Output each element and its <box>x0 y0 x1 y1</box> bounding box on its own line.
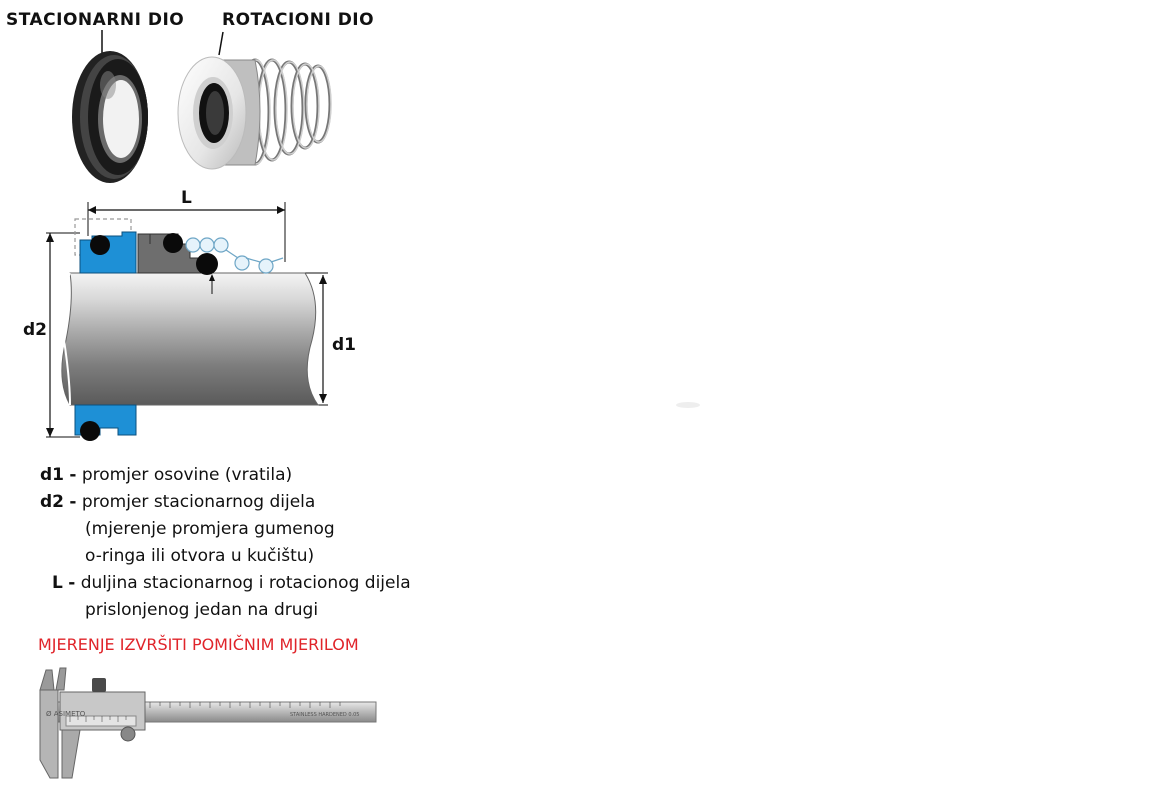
caliper-scale-text: STAINLESS HARDENED 0.05 <box>290 712 360 718</box>
rotary-leader-line <box>219 32 223 55</box>
legend-desc-L: duljina stacionarnog i rotacionog dijela <box>80 573 411 593</box>
legend-desc-L-line2: prislonjenog jedan na drugi <box>85 600 319 620</box>
legend-key-d1: d1 <box>40 465 64 485</box>
dimension-legend <box>40 462 411 624</box>
legend-key-d2: d2 <box>40 492 64 512</box>
shaft-drawing <box>62 273 318 405</box>
legend-desc-d2: promjer stacionarnog dijela <box>81 492 316 512</box>
stationary-ring-image <box>72 51 148 183</box>
stationary-seat-section-bottom <box>75 405 136 441</box>
legend-row-d2: d2 - promjer stacionarnog dijela <box>40 492 316 512</box>
caliper-brand-text: Ø ASIMETO <box>46 710 86 718</box>
dimension-d2-label: d2 <box>23 320 47 340</box>
legend-row-d1: d1 - promjer osovine (vratila) <box>40 465 293 485</box>
dimension-L-label: L <box>181 188 192 208</box>
legend-desc-d2-line2: (mjerenje promjera gumenog <box>85 519 335 539</box>
legend-desc-d1: promjer osovine (vratila) <box>81 465 293 485</box>
rotary-part-label: ROTACIONI DIO <box>222 10 375 30</box>
caliper-image <box>40 668 376 778</box>
legend-desc-d2-line3: o-ringa ili otvora u kučištu) <box>85 546 315 566</box>
stationary-part-label: STACIONARNI DIO <box>6 10 185 30</box>
measurement-note: MJERENJE IZVRŠITI POMIČNIM MJERILOM <box>38 635 359 654</box>
rotary-part-image <box>178 57 331 169</box>
stationary-seat-section <box>80 232 136 273</box>
legend-row-L: L - duljina stacionarnog i rotacionog dijela <box>52 573 411 593</box>
dimension-d1-label: d1 <box>332 335 356 355</box>
legend-key-L: L <box>52 573 63 593</box>
